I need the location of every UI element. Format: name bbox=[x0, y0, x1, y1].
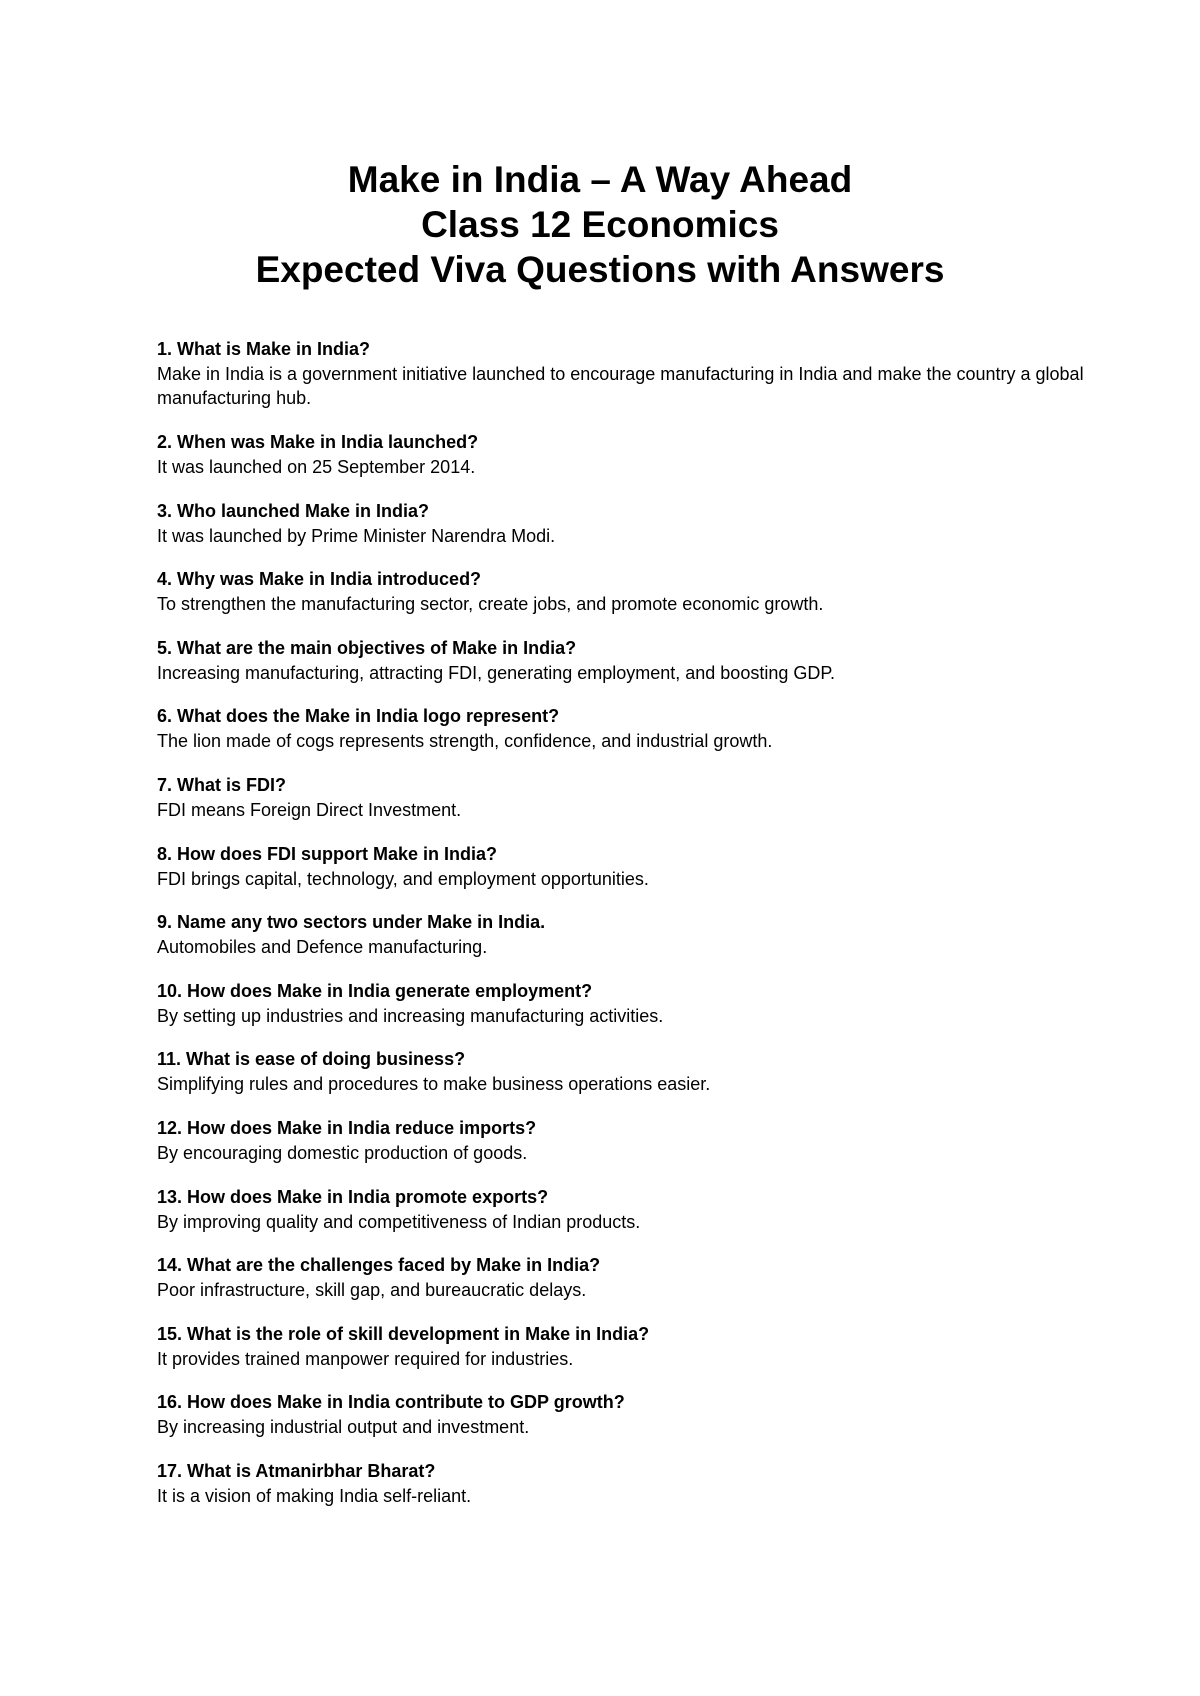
answer: By improving quality and competitiveness of Indian products. bbox=[157, 1211, 641, 1232]
answer: It was launched on 25 September 2014. bbox=[157, 457, 476, 477]
question: 8. How does FDI support Make in India? bbox=[157, 843, 498, 864]
question: 6. What does the Make in India logo represent? bbox=[157, 706, 560, 727]
qa-item bbox=[157, 636, 1087, 705]
question: 10. How does Make in India generate employment? bbox=[157, 980, 593, 1001]
qa-item bbox=[157, 430, 1087, 499]
question: 14. What are the challenges faced by Make in India? bbox=[157, 1255, 601, 1276]
answer: It provides trained manpower required for industries. bbox=[157, 1348, 574, 1369]
qa-item bbox=[157, 704, 1087, 773]
qa-item bbox=[157, 567, 1087, 636]
qa-item bbox=[157, 773, 1087, 842]
question: 1. What is Make in India? bbox=[157, 339, 371, 359]
answer: FDI brings capital, technology, and employment opportunities. bbox=[157, 868, 649, 889]
qa-item bbox=[157, 1459, 1087, 1528]
question: 9. Name any two sectors under Make in India. bbox=[157, 912, 546, 933]
question: 3. Who launched Make in India? bbox=[157, 500, 430, 521]
answer: It was launched by Prime Minister Narendra Modi. bbox=[157, 525, 556, 546]
qa-item bbox=[157, 1047, 1087, 1116]
question: 12. How does Make in India reduce imports? bbox=[157, 1117, 537, 1138]
answer: The lion made of cogs represents strength, confidence, and industrial growth. bbox=[157, 731, 773, 752]
qa-item bbox=[157, 1390, 1087, 1459]
answer: Increasing manufacturing, attracting FDI, generating employment, and boosting GDP. bbox=[157, 662, 836, 683]
question: 11. What is ease of doing business? bbox=[157, 1049, 466, 1070]
answer: To strengthen the manufacturing sector, create jobs, and promote economic growth. bbox=[157, 594, 824, 615]
title-line-subtitle: Expected Viva Questions with Answers bbox=[255, 249, 945, 290]
question: 5. What are the main objectives of Make in India? bbox=[157, 637, 577, 658]
qa-item bbox=[157, 842, 1087, 911]
answer: By encouraging domestic production of goods. bbox=[157, 1142, 528, 1163]
answer: By setting up industries and increasing manufacturing activities. bbox=[157, 1005, 664, 1026]
answer: Poor infrastructure, skill gap, and bureaucratic delays. bbox=[157, 1280, 587, 1301]
qa-item bbox=[157, 1253, 1087, 1322]
qa-item bbox=[157, 910, 1087, 979]
qa-item bbox=[157, 499, 1087, 568]
answer: Automobiles and Defence manufacturing. bbox=[157, 937, 488, 958]
document-title bbox=[0, 157, 1200, 292]
qa-item bbox=[157, 337, 1087, 430]
answer: FDI means Foreign Direct Investment. bbox=[157, 799, 462, 820]
answer: It is a vision of making India self-reliant. bbox=[157, 1485, 472, 1506]
question: 2. When was Make in India launched? bbox=[157, 432, 479, 452]
qa-item bbox=[157, 1116, 1087, 1185]
question: 16. How does Make in India contribute to GDP growth? bbox=[157, 1392, 625, 1413]
question: 4. Why was Make in India introduced? bbox=[157, 569, 482, 590]
qa-item bbox=[157, 1185, 1087, 1254]
qa-list bbox=[157, 337, 1087, 1528]
question: 13. How does Make in India promote exports? bbox=[157, 1186, 549, 1207]
title-line-class: Class 12 Economics bbox=[421, 204, 779, 245]
title-line-main: Make in India – A Way Ahead bbox=[347, 159, 853, 200]
qa-item bbox=[157, 979, 1087, 1048]
answer: Make in India is a government initiative launched to encourage manufacturing in India and make the country a global manufacturing hub. bbox=[157, 364, 1084, 408]
answer: By increasing industrial output and investment. bbox=[157, 1417, 530, 1438]
question: 17. What is Atmanirbhar Bharat? bbox=[157, 1460, 436, 1481]
question: 15. What is the role of skill development in Make in India? bbox=[157, 1323, 650, 1344]
qa-item bbox=[157, 1322, 1087, 1391]
answer: Simplifying rules and procedures to make business operations easier. bbox=[157, 1074, 711, 1095]
question: 7. What is FDI? bbox=[157, 774, 287, 795]
